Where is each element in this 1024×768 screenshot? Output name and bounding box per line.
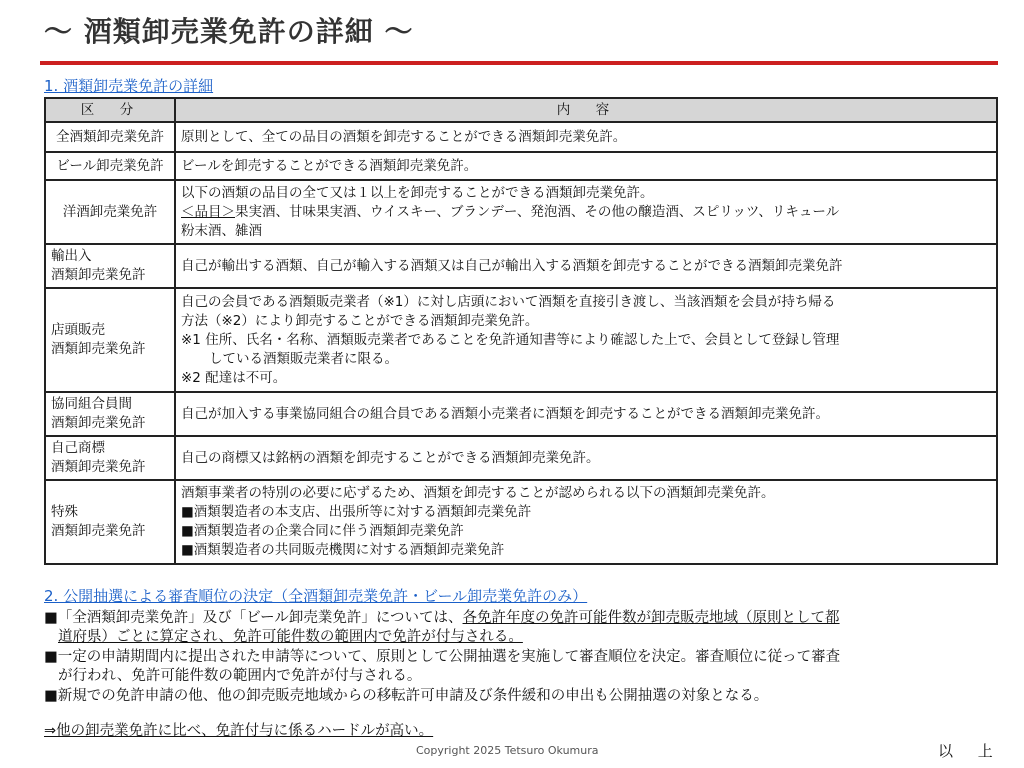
row-content	[175, 180, 997, 244]
category-line: 酒類卸売業免許	[51, 415, 146, 431]
content-line: ■酒類製造者の企業合同に伴う酒類卸売業免許	[181, 523, 464, 539]
table-row	[45, 480, 997, 564]
list-item	[44, 609, 994, 647]
category-line: 酒類卸売業免許	[51, 459, 146, 475]
category-line: 協同組合員間	[51, 396, 132, 412]
content-line: ※2 配達は不可。	[181, 369, 287, 386]
category-line: 特殊	[51, 504, 78, 520]
content-line: している酒類販売業者に限る。	[209, 350, 398, 367]
table-row	[45, 180, 997, 244]
table-row	[45, 288, 997, 392]
row-category	[45, 480, 175, 564]
row-category	[45, 288, 175, 392]
row-content	[175, 152, 997, 180]
content-line: 自己の商標又は銘柄の酒類を卸売することができる酒類卸売業免許。	[181, 449, 600, 466]
content-line: 酒類事業者の特別の必要に応ずるため、酒類を卸売することが認められる以下の酒類卸売業免許。	[181, 485, 775, 501]
row-category: 洋酒卸売業免許	[45, 180, 175, 244]
table-row	[45, 152, 997, 180]
content-line: 方法（※2）により卸売することができる酒類卸売業免許。	[181, 312, 539, 329]
row-content	[175, 436, 997, 480]
category-line: 店頭販売	[51, 322, 105, 338]
items-label: ＜品目＞	[181, 203, 235, 220]
bullet-text: ■新規での免許申請の他、他の卸売販売地域からの移転許可申請及び条件緩和の申出も公開抽選の対象となる。	[44, 688, 769, 704]
content-line: ■酒類製造者の本支店、出張所等に対する酒類卸売業免許	[181, 504, 532, 520]
column-header-content: 内 容	[175, 98, 997, 122]
section-1-heading: 1. 酒類卸売業免許の詳細	[44, 77, 214, 95]
row-category	[45, 392, 175, 436]
content-line: 原則として、全ての品目の酒類を卸売することができる酒類卸売業免許。	[181, 128, 627, 145]
conclusion-text: ⇒他の卸売業免許に比べ、免許付与に係るハードルが高い。	[44, 723, 434, 739]
content-line: 自己の会員である酒類販売業者（※1）に対し店頭において酒類を直接引き渡し、当該酒類を会員が持ち帰る	[181, 293, 836, 310]
bullet-text: ■一定の申請期間内に提出された申請等について、原則として公開抽選を実施して審査順位を決定。審査順位に従って審査	[44, 649, 841, 665]
bullet-emphasis: 道府県）ごとに算定され、免許可能件数の範囲内で免許が付与される。	[58, 629, 523, 645]
column-header-category: 区 分	[45, 98, 175, 122]
row-content	[175, 244, 997, 288]
bullet-emphasis: 各免許年度の免許可能件数が卸売販売地域（原則として都	[462, 610, 840, 626]
list-item	[44, 687, 994, 706]
list-item	[44, 648, 994, 686]
row-content	[175, 392, 997, 436]
bullet-text: が行われ、免許可能件数の範囲内で免許が付与される。	[58, 668, 422, 684]
content-line	[181, 203, 991, 222]
content-line: 以下の酒類の品目の全て又は１以上を卸売することができる酒類卸売業免許。	[181, 184, 654, 201]
table-row	[45, 436, 997, 480]
table-row	[45, 122, 997, 152]
bullet-text: ■「全酒類卸売業免許」及び「ビール卸売業免許」については、	[44, 610, 463, 626]
row-category	[45, 436, 175, 480]
title-underline-rule	[40, 61, 998, 65]
section-2-heading: 2. 公開抽選による審査順位の決定（全酒類卸売業免許・ビール卸売業免許のみ）	[44, 587, 588, 605]
table-row	[45, 392, 997, 436]
category-line: 酒類卸売業免許	[51, 267, 146, 283]
page-title: ～ 酒類卸売業免許の詳細 ～	[44, 15, 414, 48]
content-line: 粉末酒、雑酒	[181, 222, 262, 239]
content-line: 自己が加入する事業協同組合の組合員である酒類小売業者に酒類を卸売することができる酒類卸売業免許。	[181, 405, 829, 422]
bullet-list	[44, 609, 994, 707]
end-mark: 以 上	[938, 742, 1003, 760]
category-line: 自己商標	[51, 440, 105, 456]
row-category: ビール卸売業免許	[45, 152, 175, 180]
category-line: 輸出入	[51, 248, 92, 264]
content-line: 自己が輸出する酒類、自己が輸入する酒類又は自己が輸出入する酒類を卸売することができる酒類卸売業免許	[181, 257, 843, 274]
row-content	[175, 480, 997, 564]
content-line: ビールを卸売することができる酒類卸売業免許。	[181, 157, 478, 174]
table-row	[45, 244, 997, 288]
row-category: 全酒類卸売業免許	[45, 122, 175, 152]
license-table	[44, 97, 998, 565]
row-category	[45, 244, 175, 288]
category-line: 酒類卸売業免許	[51, 523, 146, 539]
row-content	[175, 288, 997, 392]
copyright: Copyright 2025 Tetsuro Okumura	[416, 744, 599, 757]
row-content	[175, 122, 997, 152]
content-line: ※1 住所、氏名・名称、酒類販売業者であることを免許通知書等により確認した上で、会員として登録し管理	[181, 331, 840, 348]
items-text: 果実酒、甘味果実酒、ウイスキー、ブランデー、発泡酒、その他の醸造酒、スピリッツ、リキュール	[235, 203, 840, 220]
category-line: 酒類卸売業免許	[51, 341, 146, 357]
content-line: ■酒類製造者の共同販売機関に対する酒類卸売業免許	[181, 542, 505, 558]
table-header-row	[45, 98, 997, 122]
